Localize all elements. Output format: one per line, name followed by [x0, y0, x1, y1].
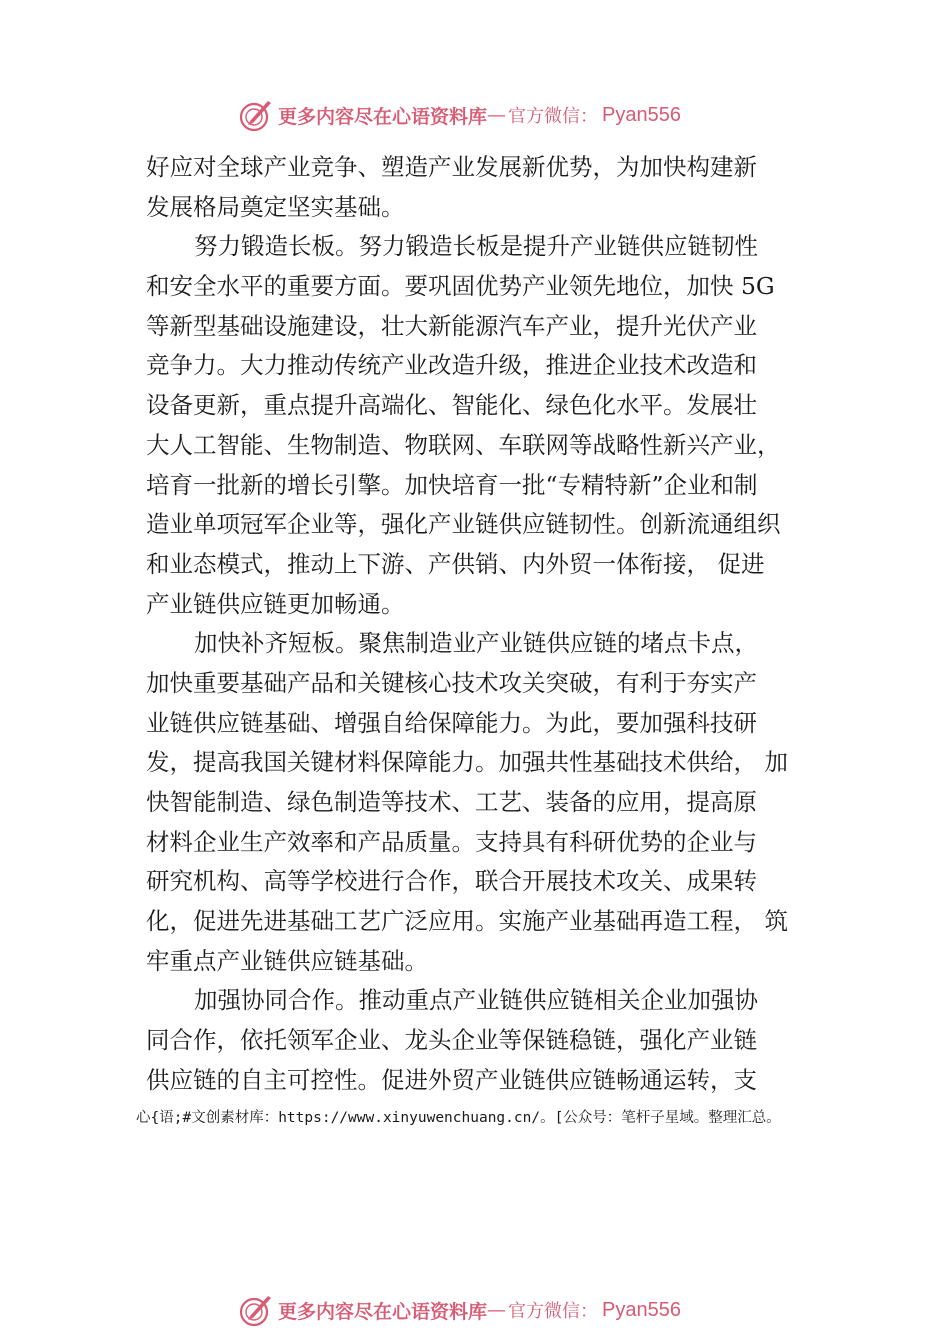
- body-line: 产业链供应链更加畅通。: [146, 589, 405, 618]
- watermark-main-text: 更多内容尽在心语资料库: [278, 1300, 488, 1323]
- top-watermark: [238, 95, 738, 135]
- body-line: 材料企业生产效率和产品质量。支持具有科研优势的企业与: [146, 827, 757, 856]
- body-line: 同合作，依托领军企业、龙头企业等保链稳链，强化产业链: [146, 1026, 757, 1055]
- body-line: 发，提高我国关键材料保障能力。加强共性基础技术供给， 加: [146, 748, 788, 777]
- body-line: 造业单项冠军企业等，强化产业链供应链韧性。创新流通组织: [146, 510, 781, 539]
- paragraph-start-line: 加强协同合作。推动重点产业链供应链相关企业加强协: [194, 986, 758, 1015]
- body-line: 培育一批新的增长引擎。加快培育一批“专精特新”企业和制: [146, 470, 758, 499]
- watermark-dash: —: [487, 1299, 507, 1321]
- watermark-wechat-id: Pyan556: [602, 103, 681, 126]
- watermark-wechat-id: Pyan556: [602, 1298, 681, 1321]
- body-line: 化，促进先进基础工艺广泛应用。实施产业基础再造工程， 筑: [146, 907, 788, 936]
- body-line: 研究机构、高等学校进行合作，联合开展技术攻关、成果转: [146, 867, 757, 896]
- bottom-watermark: [238, 1290, 738, 1330]
- document-body: [146, 148, 816, 1101]
- body-line: 好应对全球产业竞争、塑造产业发展新优势，为加快构建新: [146, 153, 757, 181]
- body-line: 供应链的自主可控性。促进外贸产业链供应链畅通运转，支: [146, 1065, 757, 1094]
- quill-pen-icon: [238, 1292, 274, 1328]
- watermark-main-text: 更多内容尽在心语资料库: [278, 105, 488, 128]
- body-line: 和安全水平的重要方面。要巩固优势产业领先地位，加快 5G: [146, 272, 775, 301]
- body-line: 牢重点产业链供应链基础。: [146, 946, 428, 975]
- quill-pen-icon: [238, 97, 274, 133]
- body-line: 设备更新，重点提升高端化、智能化、绿色化水平。发展壮: [146, 391, 757, 420]
- body-line: 快智能制造、绿色制造等技术、工艺、装备的应用，提高原: [146, 788, 757, 816]
- paragraph-start-line: 加快补齐短板。聚焦制造业产业链供应链的堵点卡点，: [194, 629, 758, 658]
- watermark-dash: —: [487, 104, 507, 126]
- body-line: 大人工智能、生物制造、物联网、车联网等战略性新兴产业，: [146, 430, 781, 459]
- body-line: 和业态模式，推动上下游、产供销、内外贸一体衔接， 促进: [146, 549, 765, 578]
- watermark-sub-text: 官方微信：: [508, 1301, 599, 1322]
- watermark-sub-text: 官方微信：: [508, 106, 599, 127]
- body-line: 等新型基础设施建设，壮大新能源汽车产业，提升光伏产业: [146, 311, 757, 340]
- body-line: 竞争力。大力推动传统产业改造升级，推进企业技术改造和: [146, 351, 757, 380]
- footer-source-note: 心{语;#文创素材库：https://www.xinyuwenchuang.cn/。[公众号：笔杆子星域。整理汇总。: [136, 1110, 781, 1126]
- body-line: 业链供应链基础、增强自给保障能力。为此，要加强科技研: [146, 708, 757, 737]
- body-line: 发展格局奠定坚实基础。: [146, 192, 405, 221]
- paragraph-start-line: 努力锻造长板。努力锻造长板是提升产业链供应链韧性: [194, 232, 758, 261]
- body-line: 加快重要基础产品和关键核心技术攻关突破，有利于夯实产: [146, 668, 757, 697]
